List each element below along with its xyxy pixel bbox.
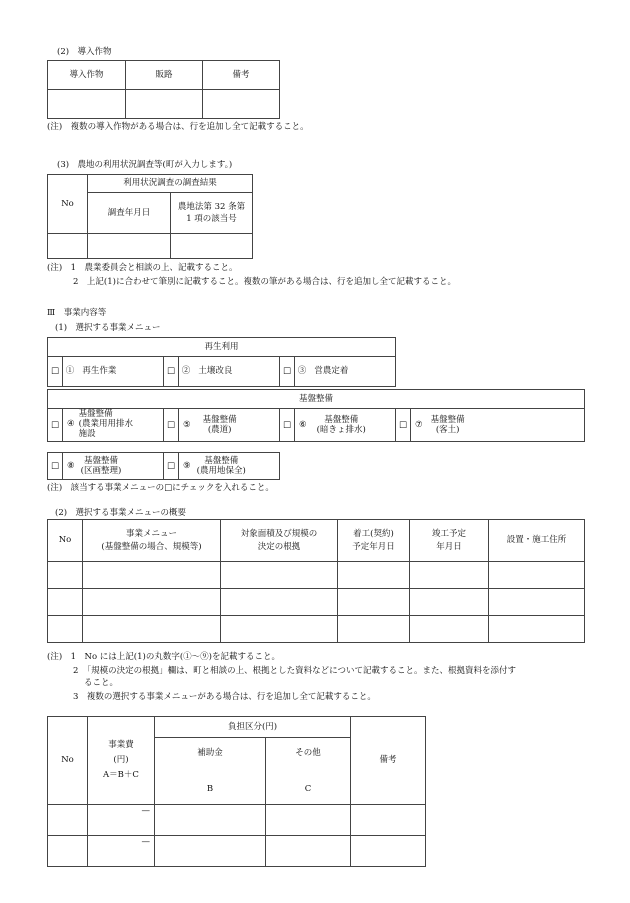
base-item-7-line1: 基盤整備 <box>430 414 465 425</box>
base-item-9-num: ⑨ <box>183 460 191 471</box>
base-item-8-num: ⑧ <box>67 460 75 471</box>
overview-end-header-line2: 年月日 <box>436 541 462 552</box>
cost-subsidy-header <box>155 738 266 805</box>
regen-item-3-num: ③ <box>297 366 307 377</box>
table-cell[interactable] <box>489 562 585 589</box>
base-item-5-line1: 基盤整備 <box>202 414 237 425</box>
regen-table <box>47 337 396 387</box>
section2-heading: (2) 導入作物 <box>57 47 112 57</box>
overview-heading: (2) 選択する事業メニューの概要 <box>55 508 187 518</box>
base-item-8 <box>63 453 164 480</box>
table-cell[interactable] <box>48 589 83 616</box>
section3-heading: (3) 農地の利用状況調査等(町が入力します。) <box>57 160 233 170</box>
table-cell[interactable] <box>489 616 585 643</box>
table-cell[interactable] <box>155 805 266 836</box>
cost-no-header: No <box>48 717 88 805</box>
base-item-4-line1: 基盤整備 <box>78 409 113 420</box>
section3-note2: 2 上記(1)に合わせて筆別に記載すること。複数の筆がある場合は、行を追加し全て記載すること。 <box>73 277 456 287</box>
overview-note2a: 2 「規模の決定の根拠」欄は、町と相談の上、根拠とした資料などについて記載すること。また、根拠資料を添付す <box>73 666 516 676</box>
table-cell[interactable] <box>221 562 338 589</box>
table-cell[interactable] <box>351 805 426 836</box>
base-item-6-line1: 基盤整備 <box>324 414 359 425</box>
base-item-5 <box>179 409 280 442</box>
section3-note1: (注) 1 農業委員会と相談の上、記載すること。 <box>47 263 238 273</box>
table-cell[interactable] <box>410 616 489 643</box>
overview-table <box>47 519 585 643</box>
overview-area-header-line2: 決定の根拠 <box>257 541 301 552</box>
route-header: 販路 <box>126 61 203 90</box>
table-cell[interactable] <box>338 589 410 616</box>
cost-amount-line3: A＝B＋C <box>103 770 139 781</box>
base-item-9-line1: 基盤整備 <box>204 455 239 466</box>
regen-item-2-label: 土壌改良 <box>198 366 233 377</box>
base-item-6 <box>295 409 396 442</box>
base-item-6-line2: (暗きょ排水) <box>316 425 366 435</box>
base-item-7 <box>411 409 585 442</box>
base-item-7-line2: (客土) <box>435 425 460 435</box>
table-cell[interactable] <box>48 836 88 867</box>
base-item-4 <box>63 409 164 442</box>
base-title: 基盤整備 <box>48 390 585 409</box>
cost-subsidy-letter: B <box>206 783 214 794</box>
cost-amount-cell[interactable] <box>88 836 155 867</box>
base-item-6-num: ⑥ <box>299 419 307 430</box>
base-item-4-line3: 施設 <box>78 428 96 439</box>
regen-item-2-num: ② <box>181 366 191 377</box>
table-cell[interactable] <box>221 589 338 616</box>
base-checkbox-4[interactable]: □ <box>48 409 63 442</box>
table-cell[interactable] <box>338 616 410 643</box>
table-cell[interactable] <box>351 836 426 867</box>
base-item-4-line2: (農業用用排水 <box>78 419 133 430</box>
base-checkbox-8[interactable]: □ <box>48 453 63 480</box>
remarks-header: 備考 <box>203 61 280 90</box>
cost-other-header <box>266 738 351 805</box>
regen-checkbox-2[interactable]: □ <box>164 357 179 387</box>
cost-amount-header <box>88 717 155 805</box>
cost-amount-line2: (円) <box>113 754 129 765</box>
regen-item-1-label: 再生作業 <box>82 366 117 377</box>
survey-law-cell[interactable] <box>171 234 253 259</box>
table-cell[interactable] <box>48 805 88 836</box>
base-table-row2 <box>47 452 280 480</box>
overview-start-header-line1: 着工(契約) <box>353 529 394 540</box>
table-cell[interactable] <box>266 836 351 867</box>
table-cell[interactable] <box>410 589 489 616</box>
route-cell[interactable] <box>126 90 203 119</box>
survey-no-cell[interactable] <box>48 234 88 259</box>
table-cell[interactable] <box>48 616 83 643</box>
overview-note2b: ること。 <box>84 678 119 688</box>
base-checkbox-9[interactable]: □ <box>164 453 179 480</box>
regen-checkbox-1[interactable]: □ <box>48 357 63 387</box>
base-item-7-num: ⑦ <box>415 419 423 430</box>
table-cell[interactable] <box>155 836 266 867</box>
part3-heading: Ⅲ 事業内容等 <box>47 308 107 318</box>
cost-amount-cell[interactable] <box>88 805 155 836</box>
base-item-8-line1: 基盤整備 <box>83 455 118 466</box>
survey-date-header: 調査年月日 <box>88 193 171 234</box>
cost-subsidy-label: 補助金 <box>197 748 223 758</box>
table-cell[interactable] <box>221 616 338 643</box>
base-checkbox-7[interactable]: □ <box>396 409 411 442</box>
base-item-4-num: ④ <box>67 419 75 430</box>
base-item-9 <box>179 453 280 480</box>
survey-law-header <box>171 193 253 234</box>
survey-law-header-line2: 1 項の該当号 <box>186 214 237 224</box>
regen-checkbox-3[interactable]: □ <box>280 357 295 387</box>
base-item-5-line2: (農道) <box>207 425 232 435</box>
table-row <box>48 562 585 589</box>
survey-law-header-line1: 農地法第 32 条第 <box>177 201 246 212</box>
remarks-cell[interactable] <box>203 90 280 119</box>
table-cell[interactable] <box>410 562 489 589</box>
overview-end-header-line1: 竣工予定 <box>431 529 466 540</box>
base-checkbox-6[interactable]: □ <box>280 409 295 442</box>
menu-heading: (1) 選択する事業メニュー <box>55 323 161 333</box>
regen-item-3 <box>295 357 396 387</box>
table-cell[interactable] <box>489 589 585 616</box>
table-cell[interactable] <box>83 562 221 589</box>
cost-share-header: 負担区分(円) <box>155 717 351 738</box>
overview-place-header: 設置・施工住所 <box>489 520 585 562</box>
crop-cell[interactable] <box>48 90 126 119</box>
regen-item-3-label: 営農定着 <box>314 366 349 377</box>
table-row <box>48 616 585 643</box>
overview-menu-header-line1: 事業メニュー <box>125 529 177 540</box>
section2-note: (注) 複数の導入作物がある場合は、行を追加し全て記載すること。 <box>47 122 309 132</box>
regen-item-1-num: ① <box>65 366 75 377</box>
overview-start-header <box>338 520 410 562</box>
menu-note: (注) 該当する事業メニューの□にチェックを入れること。 <box>47 483 274 493</box>
regen-title: 再生利用 <box>48 338 396 357</box>
table-row <box>48 836 426 867</box>
cost-row-dash: — <box>141 806 150 816</box>
cost-table <box>47 716 426 867</box>
regen-item-1 <box>63 357 164 387</box>
overview-menu-header <box>83 520 221 562</box>
overview-menu-header-line2: (基盤整備の場合、規模等) <box>101 541 202 552</box>
cost-amount-line1: 事業費 <box>108 739 134 750</box>
overview-note3: 3 複数の選択する事業メニューがある場合は、行を追加し全て記載すること。 <box>73 692 376 702</box>
overview-no-header: No <box>48 520 83 562</box>
survey-date-cell[interactable] <box>88 234 171 259</box>
table-cell[interactable] <box>48 562 83 589</box>
base-table <box>47 389 585 442</box>
crop-table <box>47 60 280 119</box>
base-item-9-line2: (農用地保全) <box>196 466 246 476</box>
overview-note1: (注) 1 No には上記(1)の丸数字(①～⑨)を記載すること。 <box>47 652 280 662</box>
table-cell[interactable] <box>83 589 221 616</box>
regen-item-2 <box>179 357 280 387</box>
cost-other-label: その他 <box>295 748 321 758</box>
cost-other-letter: C <box>304 783 312 794</box>
table-cell[interactable] <box>83 616 221 643</box>
overview-start-header-line2: 予定年月日 <box>352 541 395 552</box>
table-row <box>48 805 426 836</box>
crop-header: 導入作物 <box>48 61 126 90</box>
overview-end-header <box>410 520 489 562</box>
overview-area-header <box>221 520 338 562</box>
cost-row-dash: — <box>141 837 150 847</box>
survey-no-header: No <box>48 175 88 234</box>
survey-table <box>47 174 253 259</box>
overview-area-header-line1: 対象面積及び規模の <box>240 529 318 540</box>
table-cell[interactable] <box>338 562 410 589</box>
survey-group-header: 利用状況調査の調査結果 <box>88 175 253 193</box>
cost-remarks-header: 備考 <box>351 717 426 805</box>
base-item-8-line2: (区画整理) <box>80 466 122 476</box>
base-checkbox-5[interactable]: □ <box>164 409 179 442</box>
base-item-5-num: ⑤ <box>183 419 191 430</box>
table-cell[interactable] <box>266 805 351 836</box>
table-row <box>48 589 585 616</box>
